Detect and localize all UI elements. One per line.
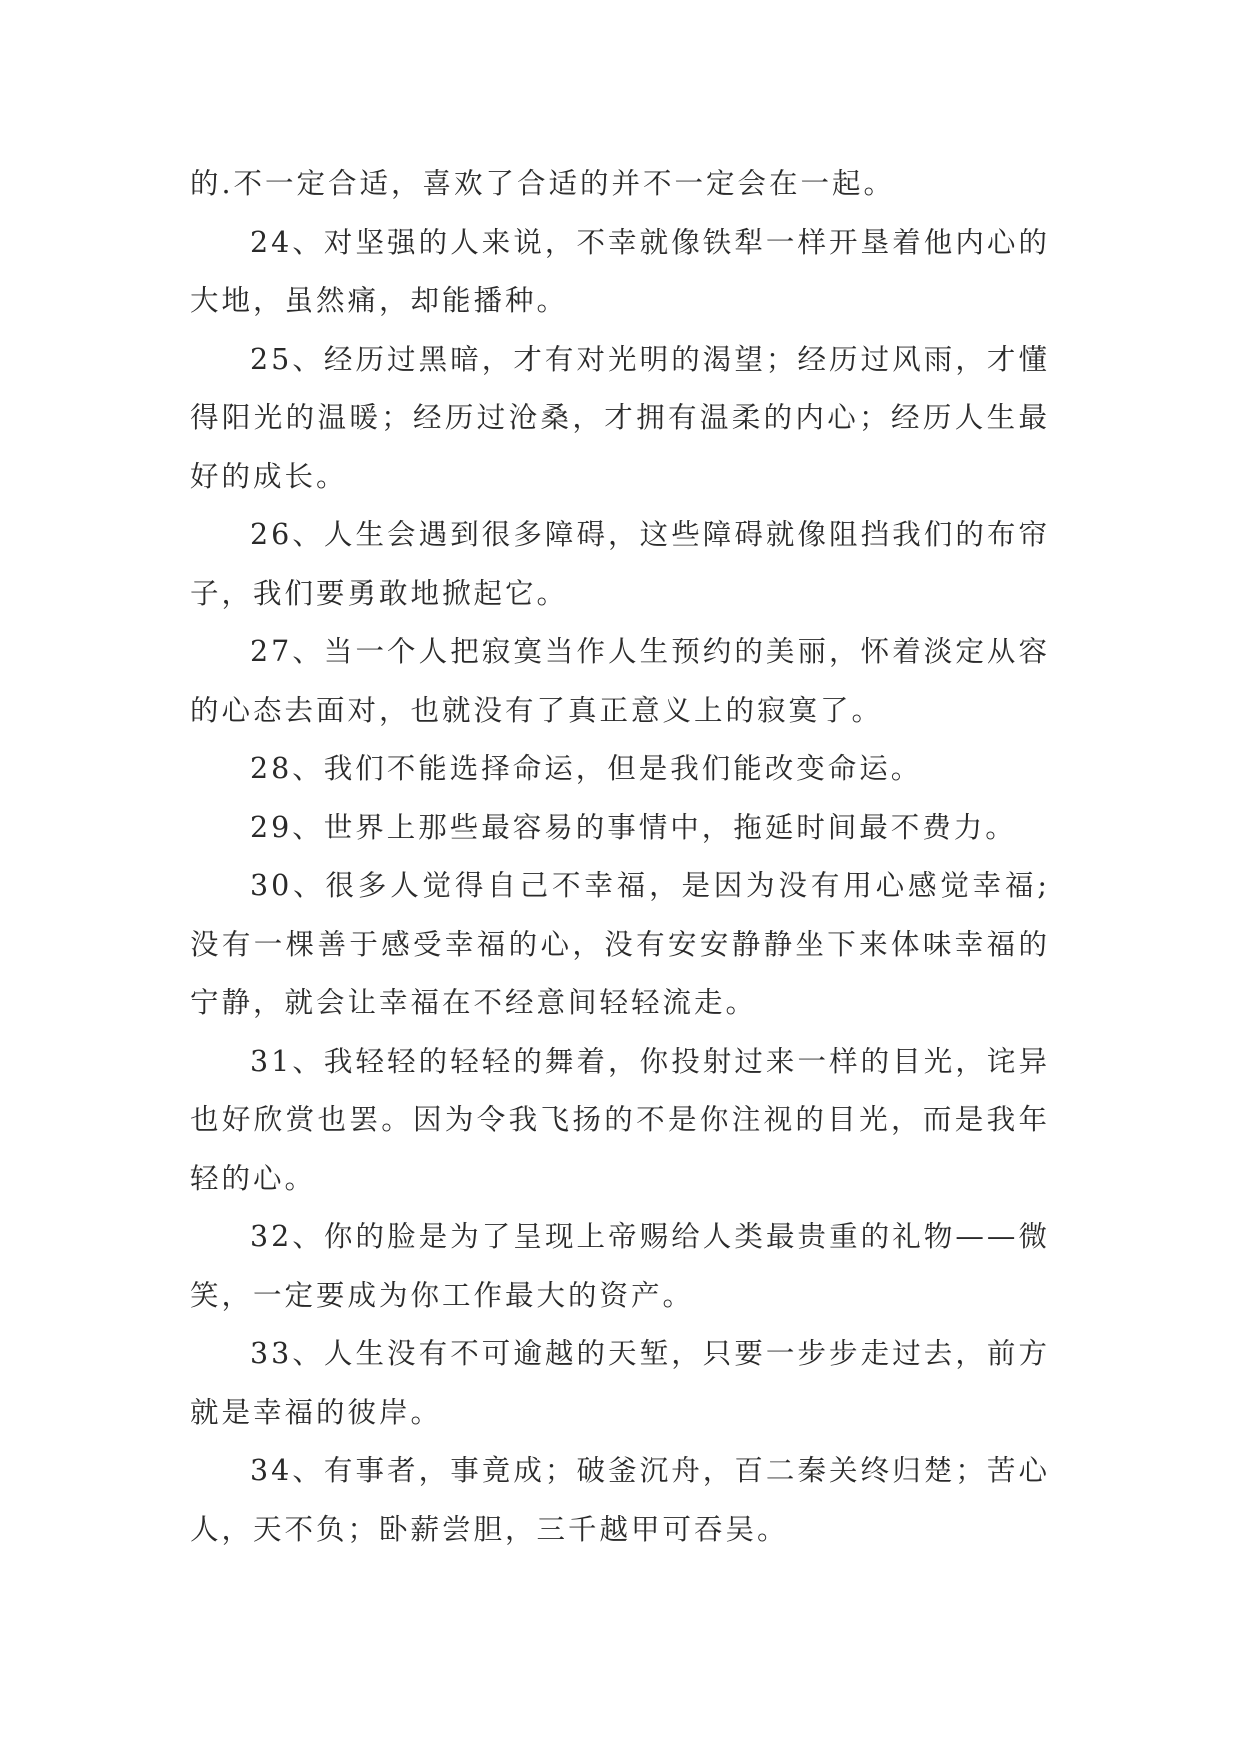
paragraph-item-29: 29、世界上那些最容易的事情中，拖延时间最不费力。	[250, 810, 1017, 844]
paragraph-item-25: 25、经历过黑暗，才有对光明的渴望；经历过风雨，才懂得阳光的温暖；经历过沧桑，才拥有温柔的内心；经历人生最好的成长。	[190, 342, 1050, 493]
paragraph-item-27: 27、当一个人把寂寞当作人生预约的美丽，怀着淡定从容的心态去面对，也就没有了真正意义上的寂寞了。	[190, 635, 1050, 727]
paragraph-item-33: 33、人生没有不可逾越的天堑，只要一步步走过去，前方就是幸福的彼岸。	[190, 1337, 1050, 1429]
paragraph-item-32: 32、你的脸是为了呈现上帝赐给人类最贵重的礼物——微笑，一定要成为你工作最大的资产。	[190, 1220, 1050, 1312]
paragraph-item-24: 24、对坚强的人来说，不幸就像铁犁一样开垦着他内心的大地，虽然痛，却能播种。	[190, 225, 1050, 317]
paragraph-item-28: 28、我们不能选择命运，但是我们能改变命运。	[250, 752, 923, 785]
paragraph-item-30: 30、很多人觉得自己不幸福，是因为没有用心感觉幸福;没有一棵善于感受幸福的心，没有安安静静坐下来体味幸福的宁静，就会让幸福在不经意间轻轻流走。	[190, 869, 1050, 1019]
paragraph-item-34: 34、有事者，事竟成；破釜沉舟，百二秦关终归楚；苦心人，天不负；卧薪尝胆，三千越甲可吞吴。	[190, 1454, 1050, 1546]
paragraph-item-26: 26、人生会遇到很多障碍，这些障碍就像阻挡我们的布帘子，我们要勇敢地掀起它。	[190, 518, 1050, 610]
paragraph-item-31: 31、我轻轻的轻轻的舞着，你投射过来一样的目光，诧异也好欣赏也罢。因为令我飞扬的不是你注视的目光，而是我年轻的心。	[190, 1044, 1050, 1195]
document-body	[190, 155, 1050, 1559]
paragraph-continuation: 的.不一定合适，喜欢了合适的并不一定会在一起。	[190, 167, 896, 200]
